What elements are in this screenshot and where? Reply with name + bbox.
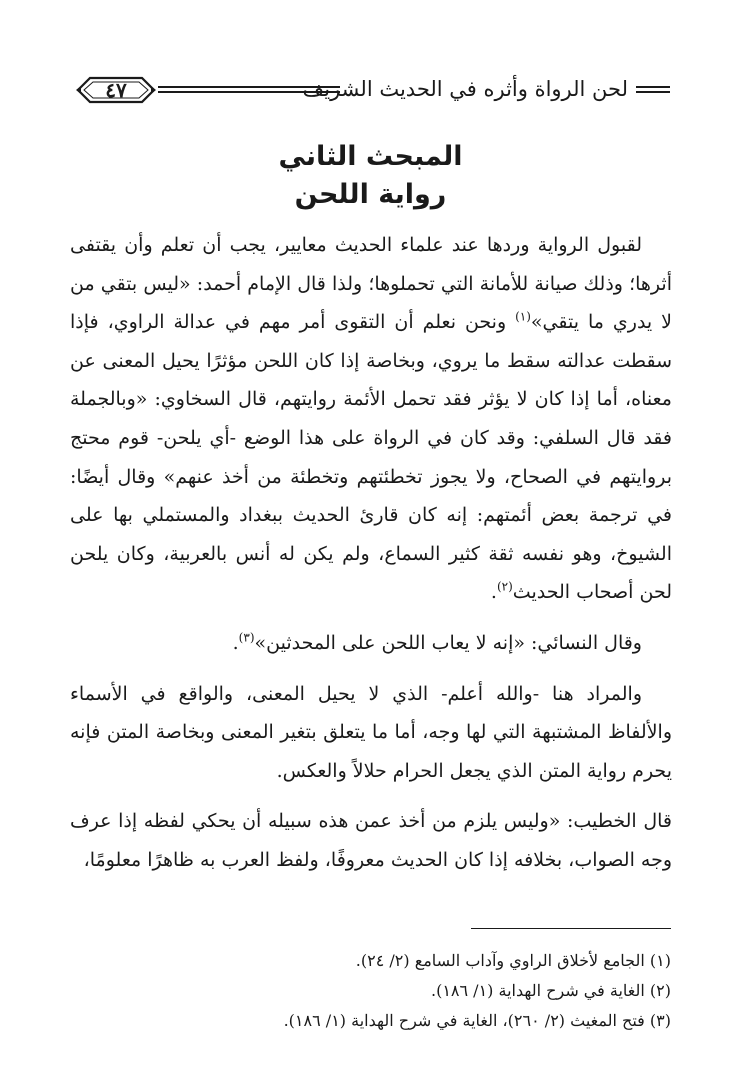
paragraph-2-text: وقال النسائي: «إنه لا يعاب اللحن على المحدثين» [254,631,642,654]
header-rule [158,86,340,93]
footnote-ref-2: (٢) [496,580,513,595]
paragraph-1-part-2: ونحن نعلم أن التقوى أمر مهم في عدالة الراوي، فإذا سقطت عدالته سقط ما يروي، وبخاصة إذا كان اللحن مؤثرًا يحيل المعنى عن معناه، أما إذا كان لا يؤثر فقد تحمل الأئمة روايتهم، قال السخاوي: «وبالجملة فقد قال السلفي: وقد كان في الرواة على هذا الوضع -أي يلحن- قوم محتج بروايتهم في الصحاح، ولا يجوز تخطئتهم وتخطئة من أخذ عنهم» وقال أيضًا: في ترجمة بعض أئمتهم: إنه كان قارئ الحديث ببغداد والمستملي بها على الشيوخ، وهو نفسه ثقة كثير السماع، ولم يكن له أنس بالعربية، وكان يلحن لحن أصحاب الحديث [70,311,672,604]
paragraph-4: قال الخطيب: «وليس يلزم من أخذ عمن هذه سبيله أن يحكي لفظه إذا عرف وجه الصواب، بخلافه إذا كان الحديث معروفًا، ولفظ العرب به ظاهرًا معلومًا، [70,810,672,871]
footnote-ref-3: (٣) [238,630,255,645]
section-title: المبحث الثاني [278,141,463,172]
running-header [70,70,670,116]
paragraph-2-end: . [232,631,239,654]
footnote-2: (٢) الغاية في شرح الهداية (١/ ١٨٦). [430,981,671,1000]
footnote-3: (٣) فتح المغيث (٢/ ٢٦٠)، الغاية في شرح الهداية (١/ ١٨٦). [283,1011,671,1030]
footnotes [69,946,671,1036]
running-header-title: لحن الرواة وأثره في الحديث الشريف [302,77,628,101]
paragraph-3: والمراد هنا -والله أعلم- الذي لا يحيل المعنى، والواقع في الأسماء والألفاظ المشتبهة التي لها وجه، أما ما يتعلق بتغير المعنى وبخاصة المتن فإنه يحرم رواية المتن الذي يجعل الحرام حلالاً والعكس. [70,682,672,782]
header-end-rule [636,86,670,93]
footnote-ref-1: (١) [515,309,531,324]
footnote-1: (١) الجامع لأخلاق الراوي وآداب السامع (٢/ ٢٤). [355,951,671,970]
page-number-badge [76,76,156,104]
paragraph-1 [70,226,672,612]
body-text [70,226,672,892]
section-heading [0,138,741,214]
section-subtitle: رواية اللحن [294,179,447,210]
paragraph-1-part-1: لقبول الرواية وردها عند علماء الحديث معايير، يجب أن تعلم وأن يقتفى أثرها؛ وذلك صيانة للأمانة التي تحملوها؛ ولذا قال الإمام أحمد: «ليس بتقي من لا يدري ما يتقي» [70,234,672,334]
paragraph-1-end: . [490,581,497,604]
paragraph-2 [70,624,672,663]
footnote-separator [471,928,671,929]
page-number: ٤٧ [105,78,127,102]
